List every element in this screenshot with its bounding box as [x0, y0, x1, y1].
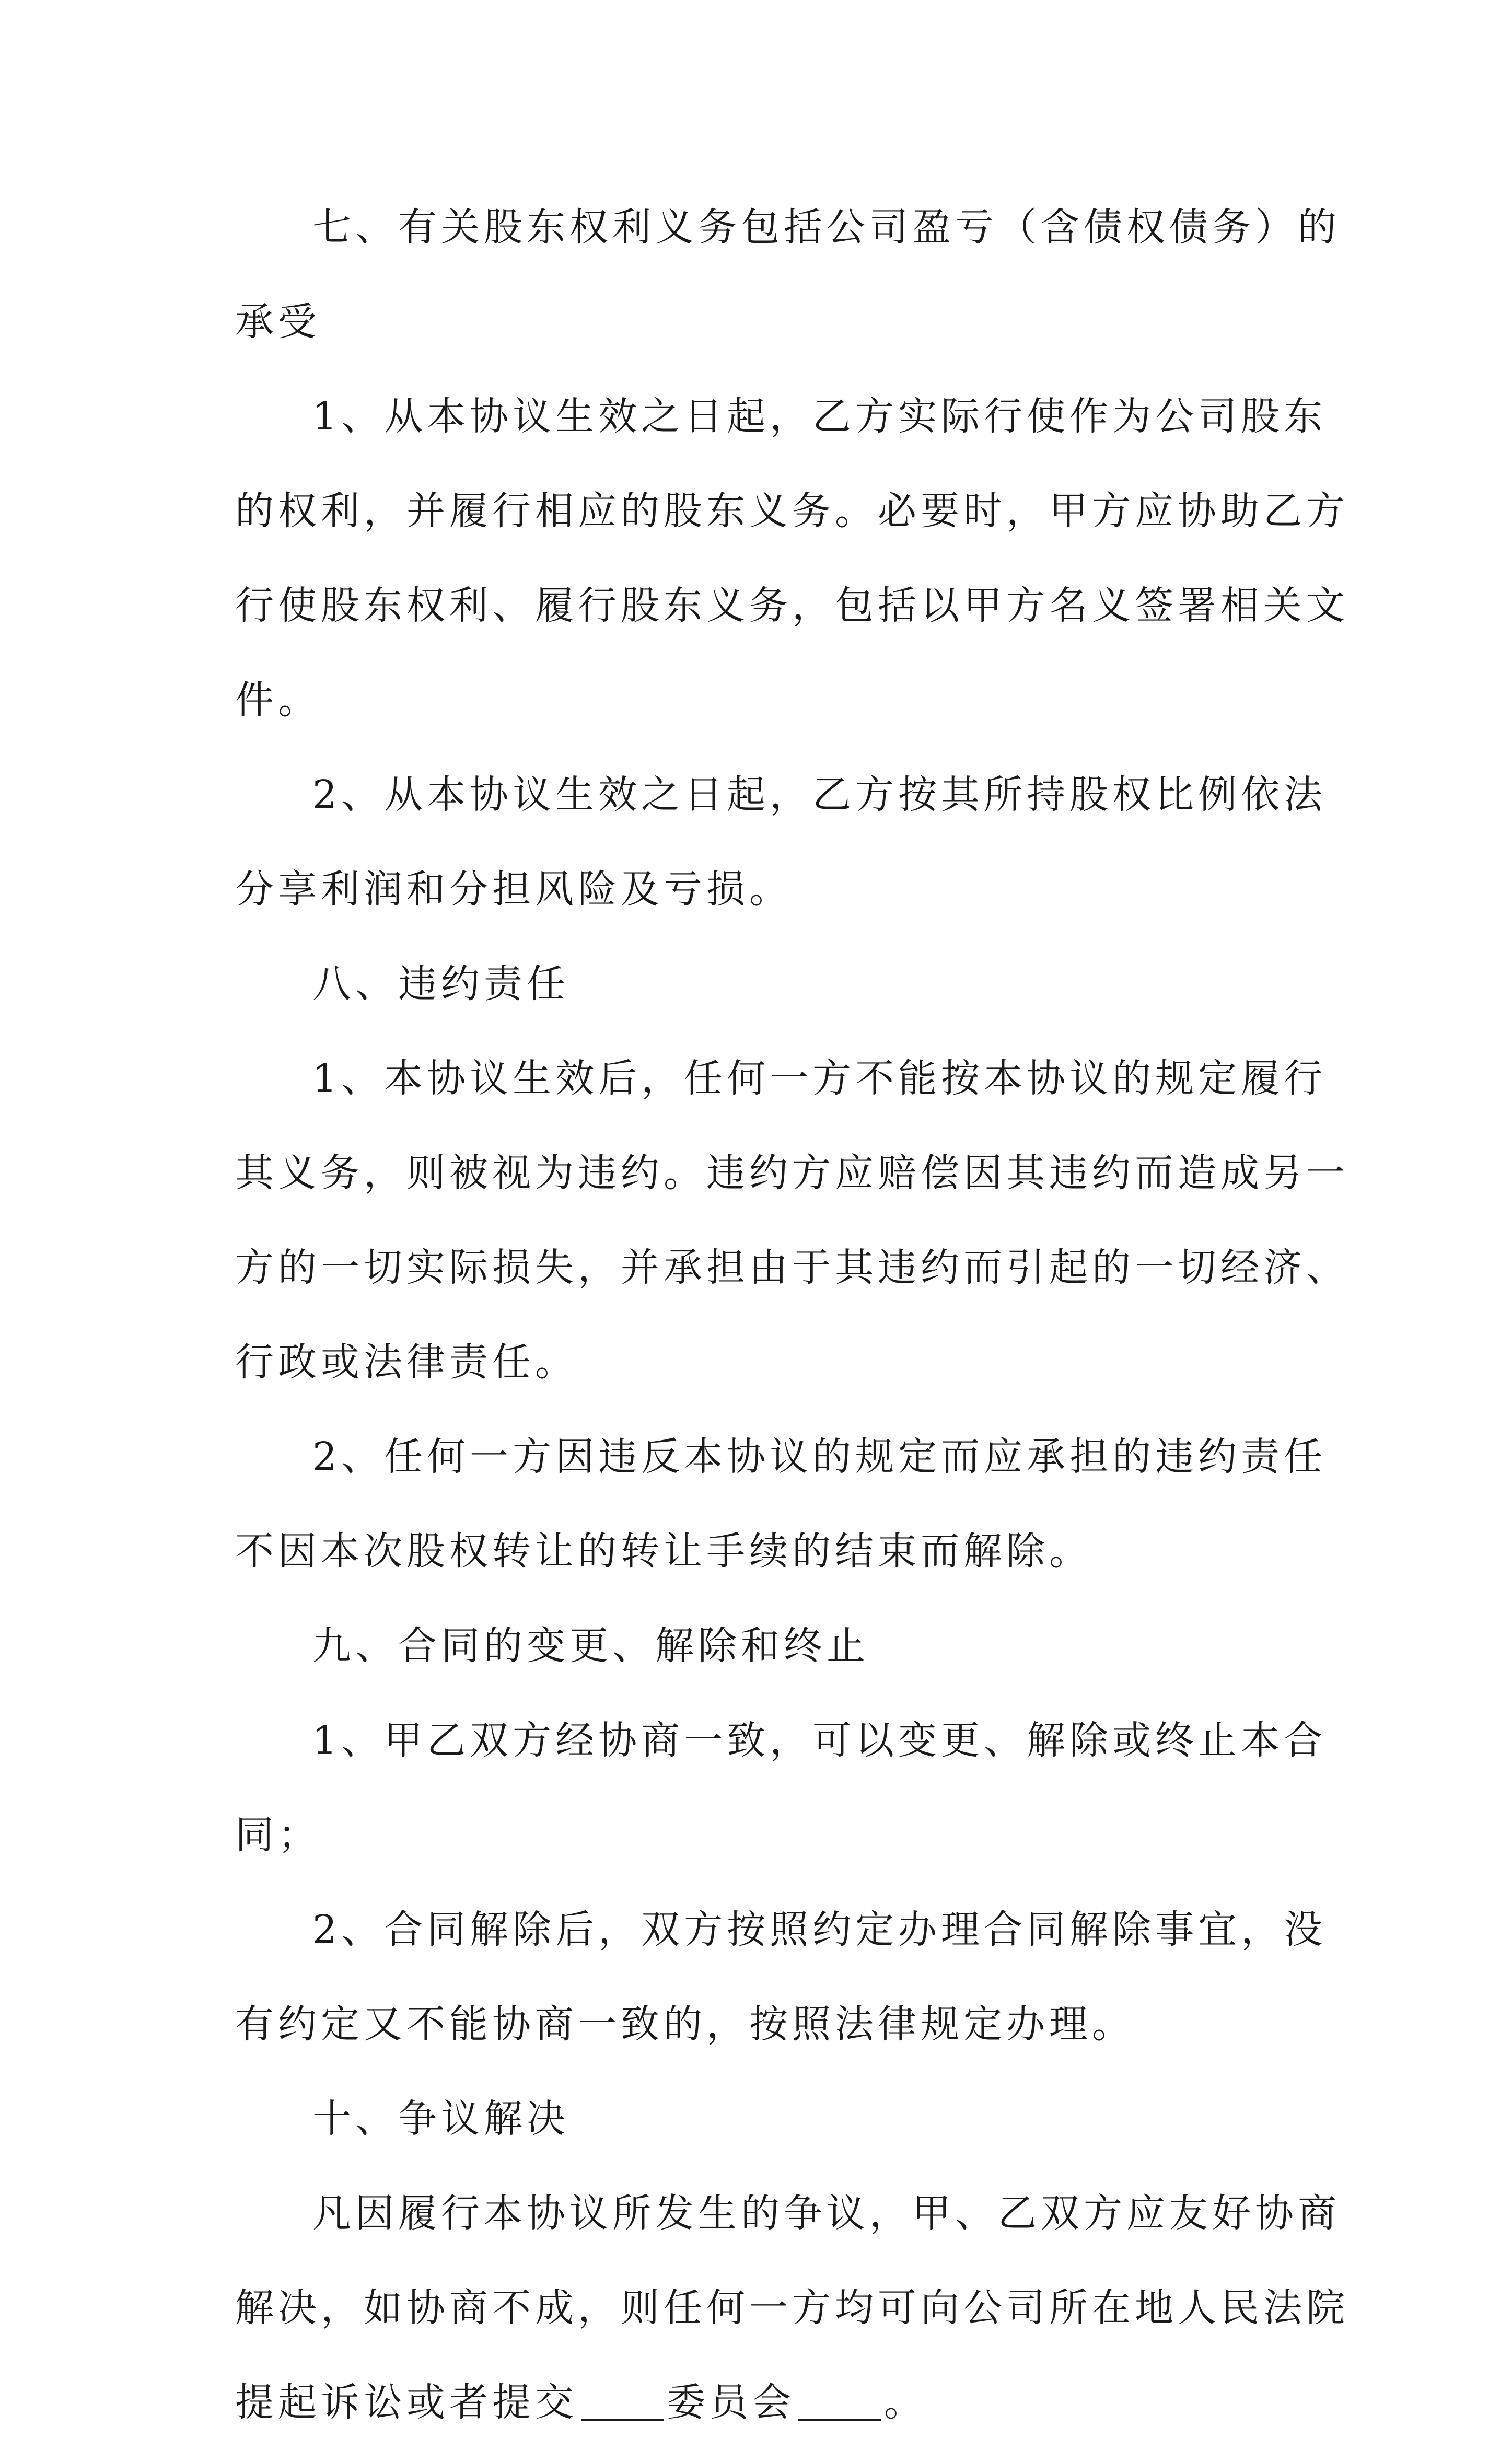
- section-heading-10: 十、争议解决: [312, 2096, 569, 2141]
- clause-7-1: 1、从本协议生效之日起，乙方实际行使作为公司股东的权利，并履行相应的股东义务。必要时，甲方应协助乙方行使股东权利、履行股东义务，包括以甲方名义签署相关文件。: [235, 394, 1349, 723]
- blank-line-1: [581, 2381, 664, 2421]
- clause-10-text-part-3: 。: [884, 2380, 927, 2425]
- section-heading-9: 九、合同的变更、解除和终止: [312, 1623, 869, 1668]
- section-heading-8: 八、违约责任: [312, 961, 569, 1006]
- clause-8-2: 2、任何一方因违反本协议的规定而应承担的违约责任不因本次股权转让的转让手续的结束而解除。: [235, 1434, 1327, 1574]
- clause-9-1: 1、甲乙双方经协商一致，可以变更、解除或终止本合同；: [235, 1718, 1327, 1857]
- section-heading-7: 七、有关股东权利义务包括公司盈亏（含债权债务）的承受: [235, 205, 1341, 344]
- clause-9-2: 2、合同解除后，双方按照约定办理合同解除事宜，没有约定又不能协商一致的，按照法律规定办理。: [235, 1907, 1327, 2047]
- clause-7-2: 2、从本协议生效之日起，乙方按其所持股权比例依法分享利润和分担风险及亏损。: [235, 772, 1327, 912]
- clause-10-text-part-2: 委员会: [667, 2380, 795, 2425]
- clause-8-1: 1、本协议生效后，任何一方不能按本协议的规定履行其义务，则被视为违约。违约方应赔偿因其违约而造成另一方的一切实际损失，并承担由于其违约而引起的一切经济、行政或法律责任。: [235, 1056, 1349, 1385]
- document-body: [235, 180, 1364, 2450]
- clause-10-text-part-1: 凡因履行本协议所发生的争议，甲、乙双方应友好协商解决，如协商不成，则任何一方均可向公司所在地人民法院提起诉讼或者提交: [235, 2191, 1349, 2425]
- clause-10-text: [235, 2166, 1364, 2450]
- blank-line-2: [798, 2381, 881, 2421]
